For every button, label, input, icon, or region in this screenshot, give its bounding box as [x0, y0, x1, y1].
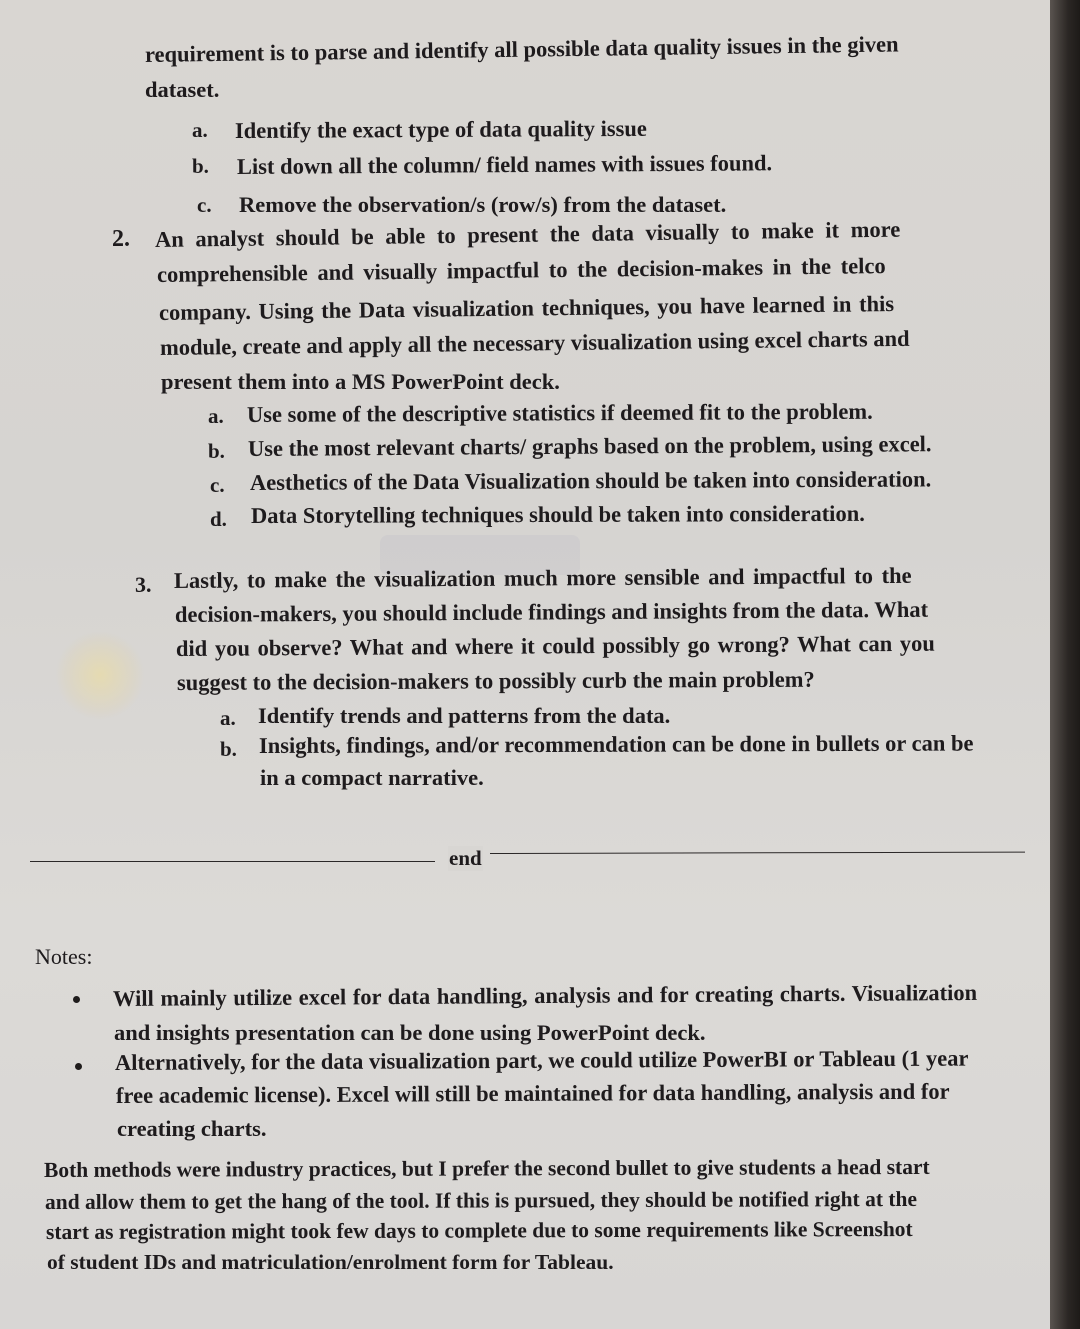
notes-heading: Notes: [35, 944, 93, 969]
end-rule-left [30, 861, 435, 862]
q3-line-4: suggest to the decision-makers to possibly curb the main problem? [176, 666, 815, 695]
q1-item-a: Identify the exact type of data quality issue [234, 115, 647, 143]
q3-item-b-marker: b. [220, 737, 237, 761]
bullet-icon [73, 996, 80, 1003]
closing-line-2: and allow them to get the hang of the tool. If this is pursued, they should be notified right at the [44, 1186, 918, 1214]
q2-item-a: Use some of the descriptive statistics if deemed fit to the problem. [246, 398, 873, 427]
q1-item-c: Remove the observation/s (row/s) from the dataset. [239, 192, 727, 217]
q2-item-a-marker: a. [208, 404, 224, 428]
q2-line-1: An analyst should be able to present the data visually to make it more [154, 216, 901, 252]
q1-item-b-marker: b. [192, 154, 209, 178]
q2-item-d-marker: d. [210, 507, 227, 531]
q3-line-2: decision-makers, you should include findings and insights from the data. What [174, 596, 929, 627]
note-2-line-1: Alternatively, for the data visualization part, we could utilize PowerBI or Tableau (1 year [114, 1045, 969, 1075]
intro-line-2: dataset. [145, 77, 220, 102]
closing-line-3: start as registration might took few days to complete due to some requirements like Screenshot [45, 1216, 913, 1244]
bullet-icon [75, 1063, 82, 1070]
q3-line-3: did you observe? What and where it could possibly go wrong? What can you [175, 630, 935, 661]
q2-item-b: Use the most relevant charts/ graphs based on the problem, using excel. [247, 431, 932, 461]
note-1-line-2: and insights presentation can be done using PowerPoint deck. [114, 1020, 706, 1045]
q3-item-b-line-1: Insights, findings, and/or recommendation can be done in bullets or can be [258, 730, 974, 758]
note-2-line-2: free academic license). Excel will still be maintained for data handling, analysis and for [115, 1078, 950, 1108]
q1-item-c-marker: c. [197, 193, 212, 217]
note-2-line-3: creating charts. [117, 1116, 267, 1141]
q2-number: 2. [112, 226, 130, 252]
end-rule-right [490, 852, 1025, 854]
q2-line-5: present them into a MS PowerPoint deck. [161, 369, 560, 394]
q3-number: 3. [135, 572, 152, 597]
closing-line-4: of student IDs and matriculation/enrolment form for Tableau. [47, 1250, 614, 1274]
q1-item-a-marker: a. [192, 118, 208, 142]
intro-line-1: requirement is to parse and identify all possible data quality issues in the given [144, 31, 899, 67]
q2-line-4: module, create and apply all the necessary visualization using excel charts and [159, 325, 910, 360]
q2-line-3: company. Using the Data visualization techniques, you have learned in this [158, 291, 895, 325]
closing-line-1: Both methods were industry practices, but I prefer the second bullet to give students a head start [43, 1154, 930, 1182]
q3-item-a-marker: a. [220, 706, 236, 730]
light-glare [55, 630, 145, 720]
q2-item-c-marker: c. [210, 473, 225, 497]
note-1-line-1: Will mainly utilize excel for data handling, analysis and for creating charts. Visualization [112, 979, 978, 1011]
q1-item-b: List down all the column/ field names with issues found. [236, 150, 773, 179]
photo-edge-shadow [1050, 0, 1080, 1329]
q3-line-1: Lastly, to make the visualization much more sensible and impactful to the [173, 562, 912, 593]
q2-item-c: Aesthetics of the Data Visualization should be taken into consideration. [249, 466, 932, 495]
q3-item-b-line-2: in a compact narrative. [260, 765, 484, 790]
q2-line-2: comprehensible and visually impactful to the decision-makes in the telco [156, 253, 886, 287]
q2-item-b-marker: b. [208, 439, 225, 463]
q2-item-d: Data Storytelling techniques should be taken into consideration. [250, 500, 865, 528]
end-label: end [449, 846, 482, 870]
q3-item-a: Identify trends and patterns from the data. [258, 703, 671, 728]
